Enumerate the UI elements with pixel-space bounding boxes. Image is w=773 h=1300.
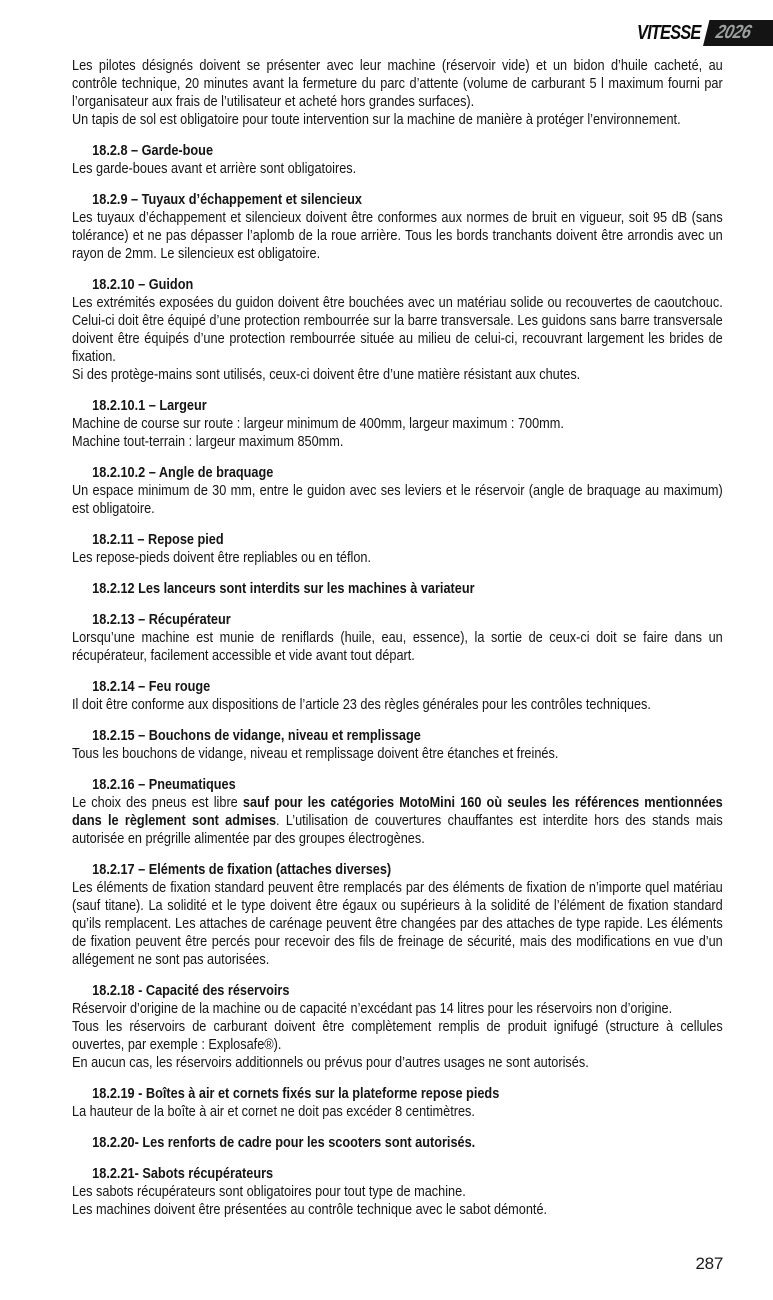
brand-title: VITESSE xyxy=(637,21,701,44)
section-heading: 18.2.12 Les lanceurs sont interdits sur les machines à variateur xyxy=(92,581,475,597)
section-heading: 18.2.20- Les renforts de cadre pour les scooters sont autorisés. xyxy=(92,1135,476,1151)
section-heading: 18.2.16 – Pneumatiques xyxy=(92,777,236,793)
page-header xyxy=(623,20,773,46)
section xyxy=(72,982,723,1072)
section xyxy=(72,142,723,178)
section xyxy=(72,1134,723,1152)
paragraph: Un espace minimum de 30 mm, entre le guidon avec ses leviers et le réservoir (angle de braquage au maximum) est obligatoire. xyxy=(72,483,723,517)
section xyxy=(72,776,723,848)
section xyxy=(72,861,723,969)
section-heading: 18.2.15 – Bouchons de vidange, niveau et remplissage xyxy=(92,728,421,744)
section-heading: 18.2.18 - Capacité des réservoirs xyxy=(92,983,290,999)
paragraph xyxy=(72,794,723,848)
paragraph: Les repose-pieds doivent être repliables ou en téflon. xyxy=(72,550,372,566)
document-content xyxy=(72,57,723,1219)
section-heading: 18.2.13 – Récupérateur xyxy=(92,612,231,628)
section-heading: 18.2.10.1 – Largeur xyxy=(92,398,207,414)
paragraph-text: . L’utilisation de couvertures chauffantes est interdite hors des stands mais autorisée en prégrille alimentée par des groupes électrogènes. xyxy=(72,813,723,847)
section-heading: 18.2.14 – Feu rouge xyxy=(92,679,211,695)
section-heading: 18.2.10 – Guidon xyxy=(92,277,194,293)
paragraph: En aucun cas, les réservoirs additionnels ou prévus pour d’autres usages ne sont autorisés. xyxy=(72,1055,589,1071)
paragraph: Si des protège-mains sont utilisés, ceux-ci doivent être d’une matière résistant aux chutes. xyxy=(72,367,581,383)
paragraph: Les sabots récupérateurs sont obligatoires pour tout type de machine. xyxy=(72,1184,466,1200)
paragraph: Les éléments de fixation standard peuvent être remplacés par des éléments de fixation de n’importe quel matériau (sauf titane). La solidité et le type doivent être égaux ou supérieurs à la solidité de l’élément de fixation standard qu’ils remplacent. Les attaches de carénage peuvent être changées par des attaches de type rapide. Les éléments de fixation peuvent être percés pour recevoir des fils de freinage de sécurité, mais des modifications en vue d’un allégement ne sont pas autorisées. xyxy=(72,880,723,968)
paragraph: Réservoir d’origine de la machine ou de capacité n’excédant pas 14 litres pour les réservoirs non d’origine. xyxy=(72,1001,673,1017)
paragraph: Les extrémités exposées du guidon doivent être bouchées avec un matériau solide ou recouvertes de caoutchouc. Celui-ci doit être équipé d’une protection rembourrée sur la barre transversale. Les guidons sans barre transversale doivent être équipés d’une protection rembourrée située au milieu de celui-ci, recouvrant largement les brides de fixation. xyxy=(72,295,723,365)
paragraph: Les machines doivent être présentées au contrôle technique avec le sabot démonté. xyxy=(72,1202,548,1218)
paragraph: Tous les réservoirs de carburant doivent être complètement remplis de produit ignifugé (structure à cellules ouvertes, par exemple : Explosafe®). xyxy=(72,1019,723,1053)
section xyxy=(72,1085,723,1121)
page-number: 287 xyxy=(695,1254,723,1273)
section-heading: 18.2.11 – Repose pied xyxy=(92,532,224,548)
paragraph: La hauteur de la boîte à air et cornet ne doit pas excéder 8 centimètres. xyxy=(72,1104,475,1120)
paragraph-bold-text: sauf pour les catégories MotoMini 160 où seules les références mentionnées dans le règlement sont admises xyxy=(72,795,723,829)
section xyxy=(72,678,723,714)
section xyxy=(72,276,723,384)
section-heading: 18.2.8 – Garde-boue xyxy=(92,143,214,159)
section-heading: 18.2.17 – Eléments de fixation (attaches diverses) xyxy=(92,862,392,878)
paragraph: Les garde-boues avant et arrière sont obligatoires. xyxy=(72,161,357,177)
section-heading: 18.2.9 – Tuyaux d’échappement et silencieux xyxy=(92,192,362,208)
year-banner xyxy=(703,20,773,46)
section xyxy=(72,727,723,763)
paragraph: Les pilotes désignés doivent se présenter avec leur machine (réservoir vide) et un bidon d’huile cacheté, au contrôle technique, 20 minutes avant la fermeture du parc d’attente (volume de carburant 5 l maximum fourni par l’organisateur aux frais de l’utilisateur et acheté hors grandes surfaces). xyxy=(72,58,723,110)
paragraph: Machine tout-terrain : largeur maximum 850mm. xyxy=(72,434,344,450)
paragraph: Les tuyaux d’échappement et silencieux doivent être conformes aux normes de bruit en vigueur, soit 95 dB (sans tolérance) et ne pas dépasser l’aplomb de la roue arrière. Tous les bords tranchants doivent être arrondis avec un rayon de 2mm. Le silencieux est obligatoire. xyxy=(72,210,723,262)
section xyxy=(72,464,723,518)
intro-block xyxy=(72,57,723,129)
section xyxy=(72,611,723,665)
section xyxy=(72,531,723,567)
section-heading: 18.2.10.2 – Angle de braquage xyxy=(92,465,274,481)
year-label: 2026 xyxy=(713,22,753,43)
paragraph: Machine de course sur route : largeur minimum de 400mm, largeur maximum : 700mm. xyxy=(72,416,564,432)
section xyxy=(72,397,723,451)
paragraph: Il doit être conforme aux dispositions de l’article 23 des règles générales pour les contrôles techniques. xyxy=(72,697,651,713)
section xyxy=(72,1165,723,1219)
paragraph: Lorsqu’une machine est munie de reniflards (huile, eau, essence), la sortie de ceux-ci doit se faire dans un récupérateur, facilement accessible et vide avant tout départ. xyxy=(72,630,723,664)
section xyxy=(72,191,723,263)
paragraph-text: Le choix des pneus est libre xyxy=(72,795,243,811)
section xyxy=(72,580,723,598)
paragraph: Tous les bouchons de vidange, niveau et remplissage doivent être étanches et freinés. xyxy=(72,746,559,762)
paragraph: Un tapis de sol est obligatoire pour toute intervention sur la machine de manière à protéger l’environnement. xyxy=(72,112,681,128)
section-heading: 18.2.21- Sabots récupérateurs xyxy=(92,1166,274,1182)
section-heading: 18.2.19 - Boîtes à air et cornets fixés sur la plateforme repose pieds xyxy=(92,1086,500,1102)
